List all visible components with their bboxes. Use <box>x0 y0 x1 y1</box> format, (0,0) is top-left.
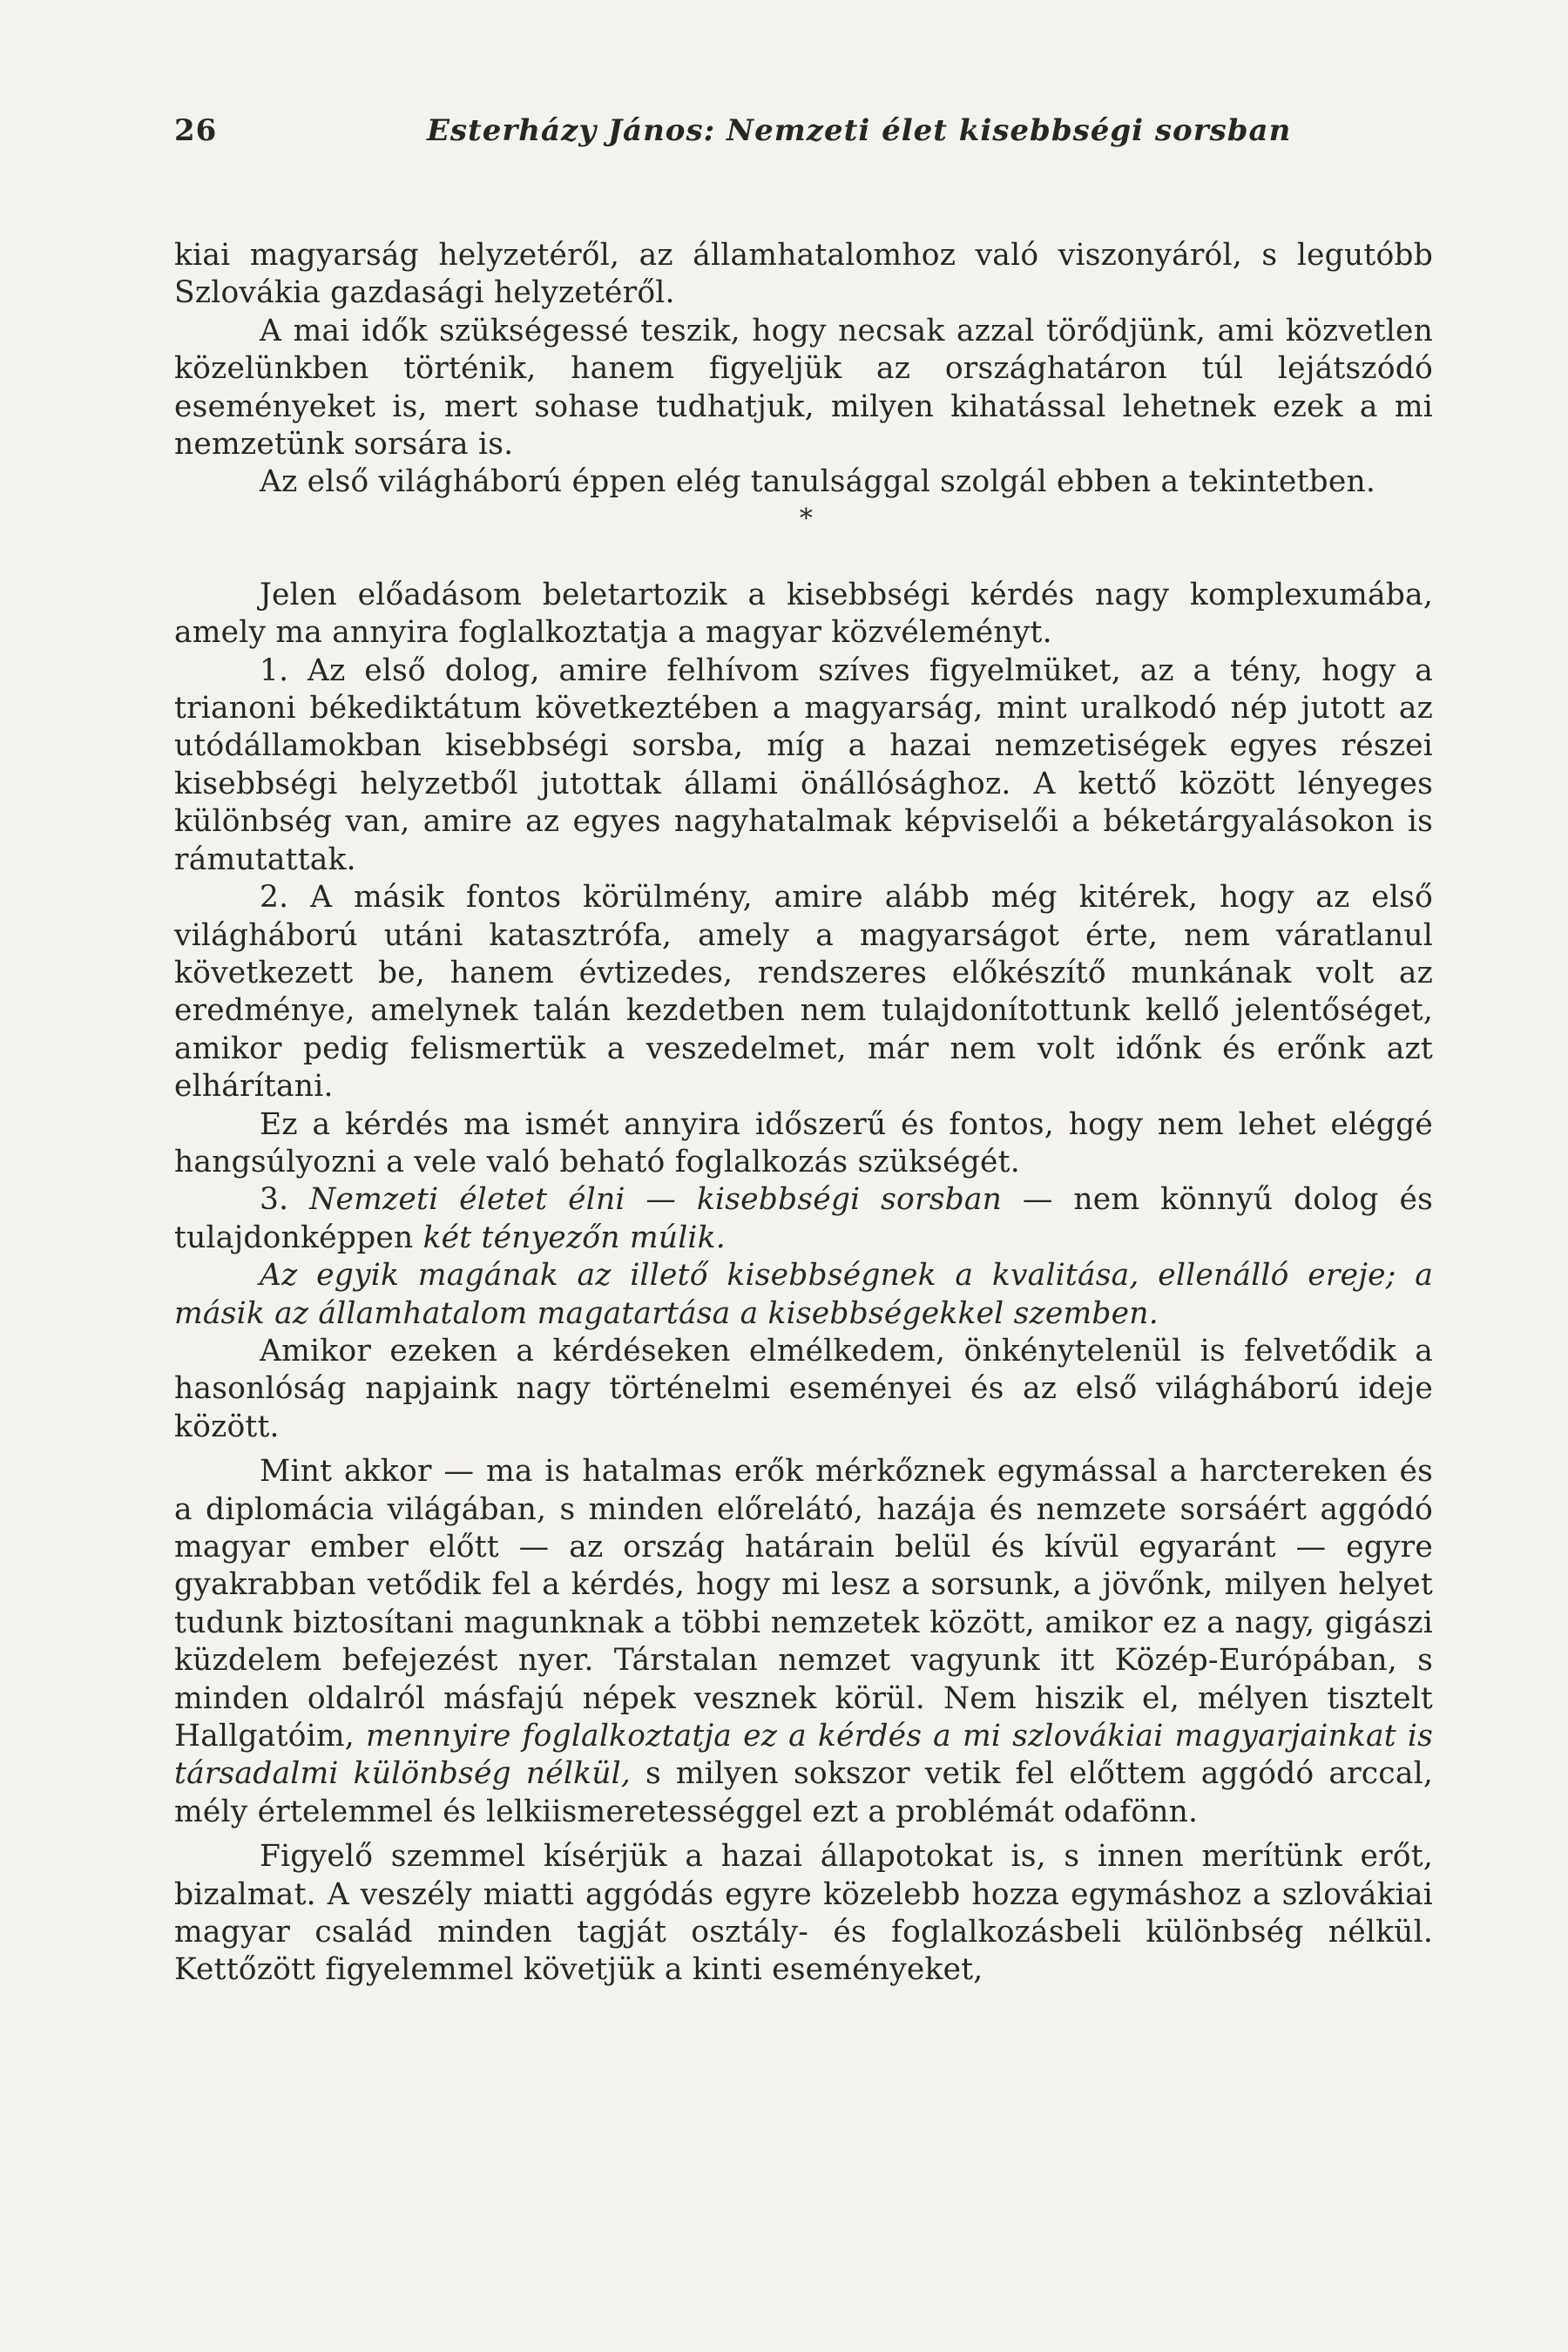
paragraph-6: 2. A másik fontos körülmény, amire alább még kitérek, hogy az első világháború utáni katasztrófa, amely a magyarságot érte, nem váratlanul következett be, hanem évtizedes, rendszeres előkészítő munkának volt az eredménye, amelynek talán kezdetben nem tulajdonítottunk kellő jelentőséget, amikor pedig felismertük a veszedelmet, már nem volt időnk és erőnk azt elhárítani. <box>174 880 1433 1105</box>
page-number: 26 <box>174 113 218 148</box>
paragraph-11 <box>174 1453 1433 1831</box>
page-header <box>174 113 1437 166</box>
section-separator: * <box>799 503 814 534</box>
paragraph-8-text-b: — nem könnyű dolog és tulajdonképpen <box>174 1182 1433 1255</box>
paragraph-5: 1. Az első dolog, amire felhívom szíves figyelmüket, az a tény, hogy a trianoni békediktátum következtében a magyarság, mint uralkodó nép jutott az utódállamokban kisebbségi sorsba, míg a hazai nemzetiségek egyes részei kisebbségi helyzetből jutottak állami önállósághoz. A kettő között lényeges különbség van, amire az egyes nagyhatalmak képviselői a béketárgyalásokon is rámutattak. <box>174 652 1433 877</box>
paragraph-9 <box>174 1257 1433 1333</box>
paragraph-10: Amikor ezeken a kérdéseken elmélkedem, önkénytelenül is felvetődik a hasonlóság napjaink nagy történelmi eseményei és az első világháború ideje között. <box>174 1333 1433 1444</box>
paragraph-1: kiai magyarság helyzetéről, az államhatalomhoz való viszonyáról, s legutóbb Szlovákia gazdasági helyzetéről. <box>174 238 1433 311</box>
paragraph-9-italic: Az egyik magának az illető kisebbségnek a kvalitása, ellenálló ereje; a másik az államhatalom magatartása a kisebbségekkel szemben. <box>174 1258 1433 1331</box>
paragraph-7: Ez a kérdés ma ismét annyira időszerű és fontos, hogy nem lehet eléggé hangsúlyozni a vele való beható foglalkozás szükségét. <box>174 1106 1433 1179</box>
paragraph-12: Figyelő szemmel kísérjük a hazai állapotokat is, s innen merítünk erőt, bizalmat. A veszély miatti aggódás egyre közelebb hozza egymáshoz a szlovákiai magyar család minden tagját osztály- és foglalkozásbeli különbség nélkül. Kettőzött figyelemmel követjük a kinti eseményeket, <box>174 1839 1433 1988</box>
paragraph-8-text-a: 3. <box>260 1182 310 1218</box>
paragraph-11-text-a: Mint akkor — ma is hatalmas erők mérkőznek egymással a harctereken és a diplomácia világában, s minden előrelátó, hazája és nemzete sorsáért aggódó magyar ember előtt — az ország határain belül és kívül egyaránt — egyre gyakrabban vetődik fel a kérdés, hogy mi lesz a sorsunk, a jövőnk, milyen helyet tudunk biztosítani magunknak a többi nemzetek között, amikor ez a nagy, gigászi küzdelem befejezést nyer. Társtalan nemzet vagyunk itt Közép-Európában, s minden oldalról másfajú népek vesznek körül. Nem hiszik el, mélyen tisztelt Hallgatóim, <box>174 1454 1433 1754</box>
paragraph-8-italic-b: két tényezőn múlik. <box>422 1220 726 1255</box>
paragraph-4: Jelen előadásom beletartozik a kisebbségi kérdés nagy komplexumába, amely ma annyira foglalkoztatja a magyar közvéleményt. <box>174 577 1433 651</box>
paragraph-8-italic-a: Nemzeti életet élni — kisebbségi sorsban <box>309 1182 1003 1218</box>
paragraph-11-italic: mennyire foglalkoztatja ez a kérdés a mi szlovákiai magyarjainkat is társadalmi különbség nélkül, <box>174 1719 1434 1792</box>
running-title: Esterházy János: Nemzeti élet kisebbségi sorsban <box>427 113 1292 148</box>
body-text <box>174 237 1433 1990</box>
paragraph-3: Az első világháború éppen elég tanulsággal szolgál ebben a tekintetben. <box>260 464 1376 500</box>
paragraph-2: A mai idők szükségessé teszik, hogy necsak azzal törődjünk, ami közvetlen közelünkben történik, hanem figyeljük az országhatáron túl lejátszódó eseményeket is, mert sohase tudhatjuk, milyen kihatással lehetnek ezek a mi nemzetünk sorsára is. <box>174 313 1433 463</box>
paragraph-11-text-b: s milyen sokszor vetik fel előttem aggódó arccal, mély értelemmel és lelkiismeretességgel ezt a problémát odafönn. <box>174 1756 1433 1829</box>
paragraph-8 <box>174 1181 1433 1257</box>
